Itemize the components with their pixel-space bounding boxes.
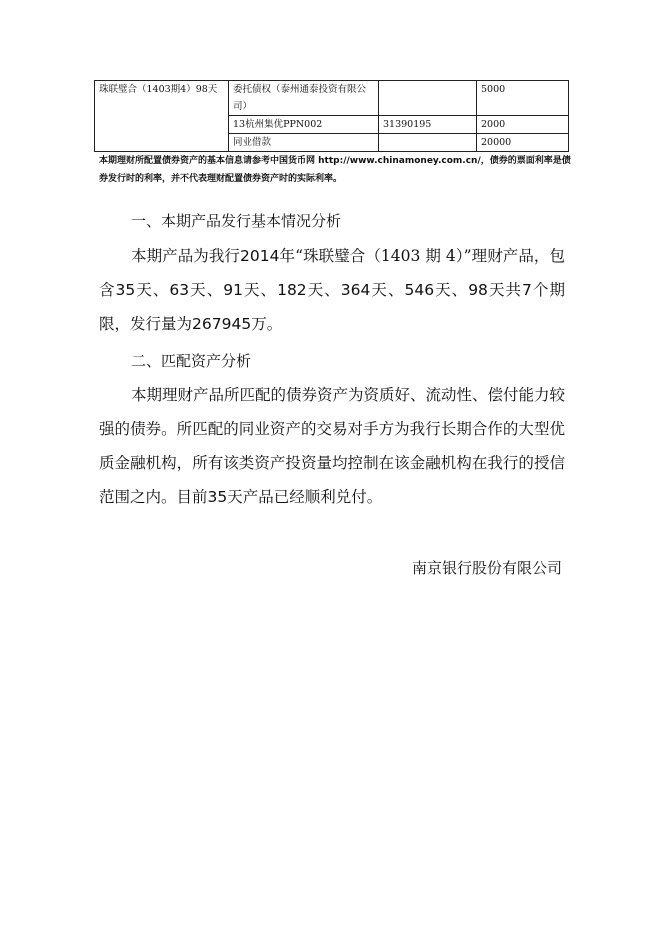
asset-amount-cell: 20000 bbox=[477, 134, 569, 152]
asset-code-cell: 31390195 bbox=[379, 116, 477, 134]
table-footnote: 本期理财所配置债券资产的基本信息请参考中国货币网 http://www.chinamoney.com.cn/，债券的票面利率是债券发行时的利率，并不代表理财配置债券资产时的实际利率。 bbox=[99, 156, 571, 184]
asset-amount-cell: 5000 bbox=[477, 81, 569, 116]
asset-amount-cell: 2000 bbox=[477, 116, 569, 134]
asset-name-cell: 13杭州集优PPN002 bbox=[229, 116, 379, 134]
section-heading-assets: 二、匹配资产分析 bbox=[131, 352, 252, 370]
asset-table bbox=[94, 80, 569, 152]
product-name-cell: 珠联璧合（1403期4）98天 bbox=[95, 81, 229, 152]
issuance-paragraph: 本期产品为我行2014年“珠联璧合（1403 期 4）”理财产品，包含35天、63天、91天、182天、364天、546天、98天共7个期限，发行量为267945万。 bbox=[99, 247, 565, 333]
company-signature: 南京银行股份有限公司 bbox=[411, 559, 562, 577]
asset-code-cell bbox=[379, 134, 477, 152]
table-row bbox=[95, 81, 569, 116]
asset-name-cell: 委托债权（泰州通泰投资有限公司） bbox=[229, 81, 379, 116]
asset-code-cell bbox=[379, 81, 477, 116]
section-heading-issuance: 一、本期产品发行基本情况分析 bbox=[131, 212, 342, 230]
asset-name-cell: 同业借款 bbox=[229, 134, 379, 152]
assets-paragraph: 本期理财产品所匹配的债券资产为资质好、流动性、偿付能力较强的债券。所匹配的同业资产的交易对手方为我行长期合作的大型优质金融机构，所有该类资产投资量均控制在该金融机构在我行的授信范围之内。目前35天产品已经顺利兑付。 bbox=[99, 386, 566, 506]
